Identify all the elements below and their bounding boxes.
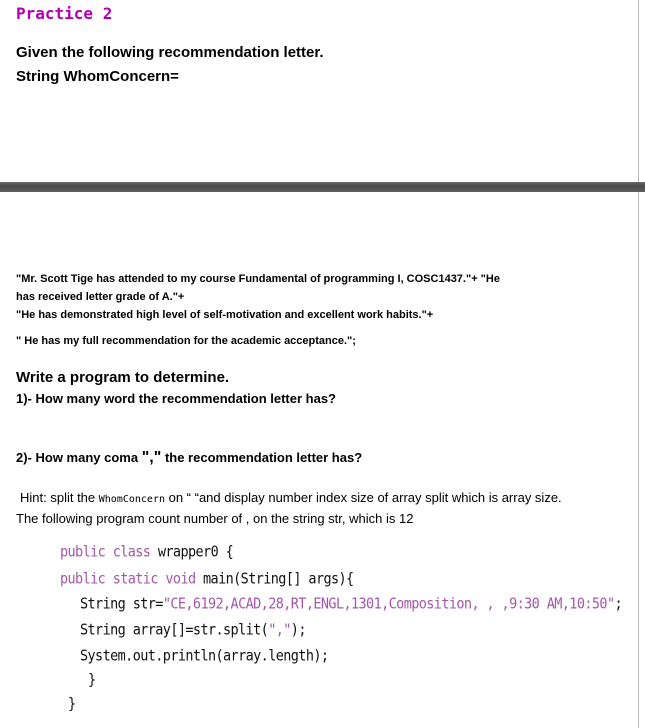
letter-line-2: has received letter grade of A."+ (16, 291, 185, 303)
code-line-2: public static void main(String[] args){ (60, 570, 354, 588)
code-line-5: System.out.println(array.length); (80, 647, 329, 665)
letter-line-1: "Mr. Scott Tige has attended to my course Fundamental of programming I, COSC1437."+ "He (16, 273, 500, 285)
intro-line-2: String WhomConcern= (16, 68, 179, 85)
code-line-7: } (68, 695, 76, 713)
code-line-3: String str="CE,6192,ACAD,28,RT,ENGL,1301,Composition, , ,9:30 AM,10:50"; (80, 595, 623, 613)
hint-variable: WhomConcern (98, 494, 165, 505)
page-1 (0, 0, 639, 182)
hint-line-1: Hint: split the WhomConcern on “ “and display number index size of array split which is array size. (20, 490, 562, 505)
letter-line-4: " He has my full recommendation for the academic acceptance."; (16, 335, 356, 347)
question-1: 1)- How many word the recommendation letter has? (16, 391, 336, 406)
page-title: Practice 2 (16, 4, 113, 23)
code-line-1: public class wrapper0 { (60, 543, 234, 561)
code-line-4: String array[]=str.split(","); (80, 621, 306, 639)
question-2: 2)- How many coma "," the recommendation letter has? (16, 449, 363, 466)
intro-line-1: Given the following recommendation letter. (16, 44, 324, 61)
comma-quote: "," (141, 449, 162, 466)
task-heading: Write a program to determine. (16, 369, 230, 386)
page-separator (0, 182, 645, 192)
code-line-6: } (88, 671, 96, 689)
hint-line-2: The following program count number of , on the string str, which is 12 (16, 511, 414, 526)
letter-line-3: "He has demonstrated high level of self-motivation and excellent work habits."+ (16, 309, 434, 321)
